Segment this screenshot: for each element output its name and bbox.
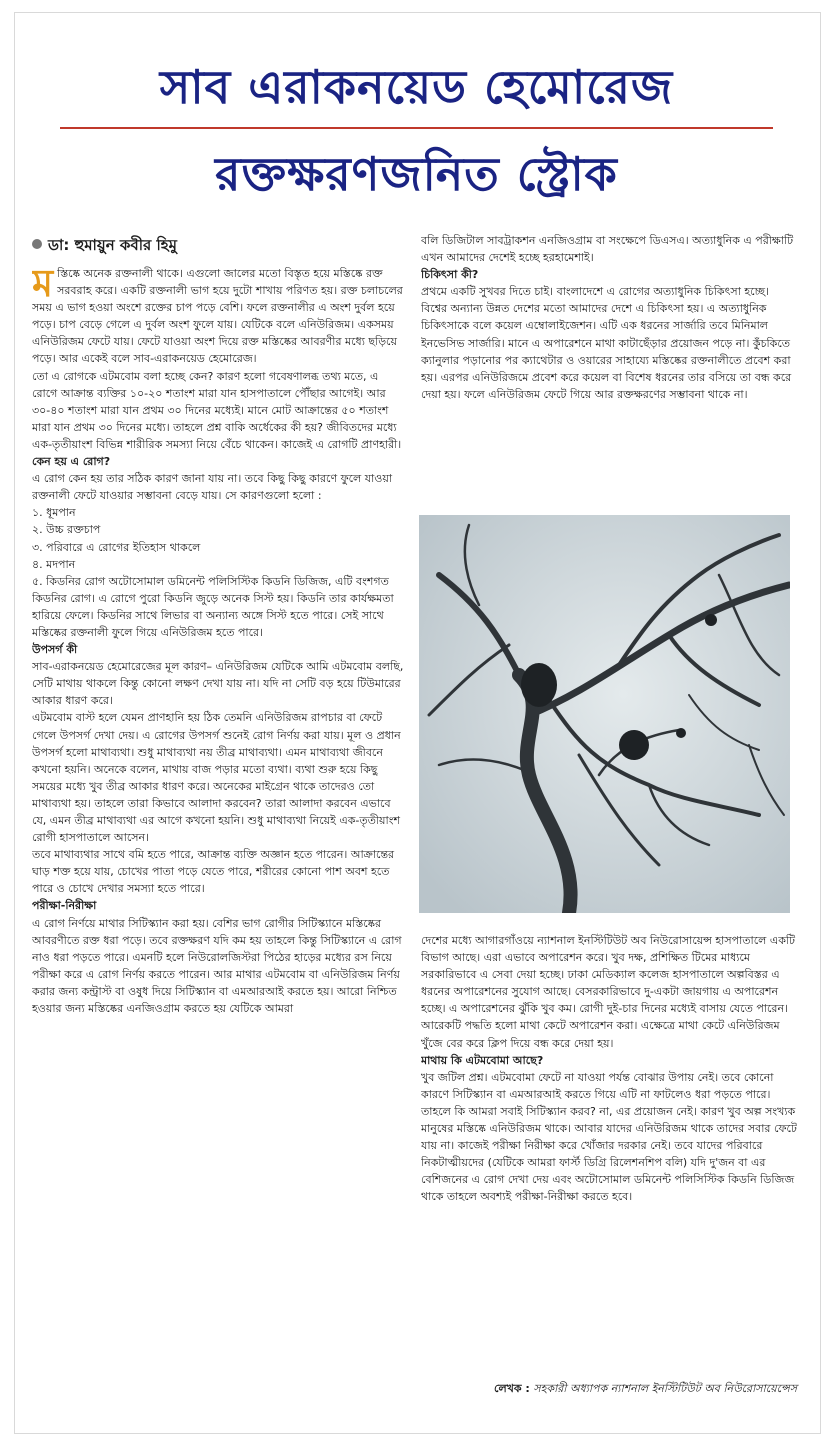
- treatment-continued-2: আরেকটি পদ্ধতি হলো মাথা কেটে অপারেশন করা। এক্ষেত্রে মাথা কেটে এনিউরিজম খুঁজে বের করে ক্লিপ দিয়ে বন্ধ করে দেয়া হয়।: [421, 1019, 780, 1050]
- headline-divider: [60, 127, 773, 129]
- paragraph-2: তো এ রোগকে এটমবোম বলা হচ্ছে কেন? কারণ হলো গবেষণালব্ধ তথ্য মতে, এ রোগে আক্রান্ত ব্যক্তির ১০-২০ শতাংশ মারা যান হাসপাতালে পৌঁছার আগেই। আর ৩০-৪০ শতাংশ মারা যান প্রথম ৩০ দিনের মধ্যেই। মানে মোট আক্রান্তের ৫০ শতাংশ মারা যান প্রথম ৩০ দিনের মধ্যে। তাহলে প্রশ্ন বাকি অর্ধেকের কী হয়? জীবিতদের মধ্যে এক-তৃতীয়াংশ বিভিন্ন শারীরিক সমস্যা নিয়ে বেঁচে থাকেন। কাজেই এ রোগটি প্রাণহারী।: [32, 369, 402, 451]
- credit-label: লেখক :: [494, 1382, 530, 1395]
- subheading-why: কেন হয় এ রোগ?: [32, 455, 111, 469]
- subheading-treatment: চিকিৎসা কী?: [421, 268, 479, 282]
- symptoms-paragraph-3: তবে মাথাব্যথার সাথে বমি হতে পারে, আক্রান্ত ব্যক্তি অজ্ঞান হতে পারেন। আক্রান্তের ঘাড় শক্ত হয়ে যায়, চোখের পাতা পড়ে যেতে পারে, শরীরের কোনো পাশ অবশ হতে পারে ও চোখে দেখার সমস্যা হতে পারে।: [32, 848, 395, 896]
- dropcap: ম: [32, 265, 54, 305]
- question-paragraph: খুব জটিল প্রশ্ন। এটমবোমা ফেটে না যাওয়া পর্যন্ত বোঝার উপায় নেই। তবে কোনো কারণে সিটিস্ক্যান বা এমআরআই করতে গিয়ে এটি না ফাটলেও ধরা পড়তে পারে। তাহলে কি আমরা সবাই সিটিস্ক্যান করব? না, এর প্রয়োজন নেই। কারণ খুব অল্প সংখ্যক মানুষের মস্তিষ্কে এনিউরিজম থাকে। আবার যাদের এনিউরিজম থাকে তাদের সবার ফেটে যায় না। কাজেই পরীক্ষা নিরীক্ষা করে খোঁজার দরকার নেই। তবে যাদের পরিবারে নিকটাত্মীয়দের (যেটিকে আমরা ফার্স্ট ডিগ্রি রিলেশনশিপ বলি) যদি দু'জন বা এর বেশিজনের এ রোগ দেখা দেয় এবং অটোসোমাল ডমিনেন্ট পলিসিস্টিক কিডনি ডিজিজ থাকে তাহলে অবশ্যই পরীক্ষা-নিরীক্ষা করতে হবে।: [421, 1070, 797, 1204]
- byline: [32, 234, 177, 259]
- subheading-question: মাথায় কি এটমবোমা আছে?: [421, 1053, 544, 1067]
- treatment-paragraph: প্রথমে একটি সুখবর দিতে চাই। বাংলাদেশে এ রোগের অত্যাধুনিক চিকিৎসা হচ্ছে। বিশ্বের অন্যান্য উন্নত দেশের মতো আমাদের দেশে এ চিকিৎসা হয়। এ অত্যাধুনিক চিকিৎসাকে বলে কয়েল এম্বোলাইজেশন। এটি এক ধরনের সার্জারি তবে মিনিমাল ইনভেসিভ সার্জারি। মানে এ অপারেশনে মাথা কাটাছেঁড়ার প্রয়োজন পড়ে না। কুঁচকিতে ক্যানুলার পড়ানোর পর ক্যাথেটার ও ওয়ারের সাহায্যে মস্তিষ্কের রক্তনালীতে প্রবেশ করা হয়। এরপর এনিউরিজমে প্রবেশ করে কয়েল বা বিশেষ ধরনের তার বসিয়ে তা বন্ধ করে দেয়া হয়। ফলে এনিউরিজম ফেটে গিয়ে আর রক্তক্ষরণের সম্ভাবনা থাকে না।: [421, 285, 792, 401]
- article-column-left: [32, 265, 404, 1405]
- tests-continued: বলি ডিজিটাল সাবট্রাকশন এনজিওগ্রাম বা সংক্ষেপে ডিএসএ। অত্যাধুনিক এ পরীক্ষাটি এখন আমাদের দেশেই হচ্ছে হরহামেশাই।: [421, 234, 794, 265]
- cause-item: ২. উচ্চ রক্তচাপ: [32, 523, 101, 537]
- subheading-symptoms: উপসর্গ কী: [32, 643, 78, 657]
- author-credit: [421, 1380, 797, 1397]
- symptoms-paragraph-2: এটমবোম বাস্ট হলে যেমন প্রাণহানি হয় ঠিক তেমনি এনিউরিজম রাপচার বা ফেটে গেলে উপসর্গ দেখা দেয়। এ রোগের উপসর্গ শুনেই রোগ নির্ণয় করা যায়। মূল ও প্রধান উপসর্গ হলো মাথাব্যথা। শুধু মাথাব্যথা নয় তীব্র মাথাব্যথা। এমন মাথাব্যথা জীবনে কখনো হয়নি। অনেকে বলেন, মাথায় বাজ পড়ার মতো ব্যথা। ব্যথা শুরু হয়ে কিছু সময়ের মধ্যে খুব তীব্র আকার ধারণ করে। অনেকের মাইগ্রেন থাকে তাদেরও তো মাথাব্যথা হয়। তাহলে তারা কিভাবে আলাদা করবেন? তারা আলাদা করবেন এভাবে যে, এমন তীব্র মাথাব্যথা এর আগে কখনো হয়নি। শুধু মাথাব্যথা নিয়েই এক-তৃতীয়াংশ রোগী হাসপাতালে আসেন।: [32, 711, 401, 845]
- subheading-tests: পরীক্ষা-নিরীক্ষা: [32, 899, 97, 913]
- bullet-icon: [32, 239, 42, 249]
- headline-line-2: রক্তক্ষরণজনিত স্ট্রোক: [215, 147, 618, 201]
- cause-item: ১. ধূমপান: [32, 506, 76, 520]
- tests-paragraph: এ রোগ নির্ণয়ে মাথার সিটিস্ক্যান করা হয়। বেশির ভাগ রোগীর সিটিস্ক্যানে মস্তিষ্কের আবরণীতে রক্ত ধরা পড়ে। তবে রক্তক্ষরণ যদি কম হয় তাহলে কিন্তু সিটিস্ক্যানে এ রোগ নাও ধরা পড়তে পারে। এমনটি হলে নিউরোলজিস্টরা পিঠের হাড়ের মধ্যের রস নিয়ে পরীক্ষা করে এ রোগ নির্ণয় করতে পারেন। আর মাথার এটমবোম বা এনিউরিজম নির্ণয় করার জন্য কন্ট্রাস্ট বা ওষুধ দিয়ে সিটিস্ক্যান বা এমআরআই করতে হয়। আরো নিশ্চিত হওয়ার জন্য মস্তিষ্কের এনজিওগ্রাম করতে হয় যেটিকে আমরা: [32, 916, 402, 1016]
- treatment-continued: দেশের মধ্যে আগারগাঁওয়ে ন্যাশনাল ইনস্টিটিউট অব নিউরোসায়েন্স হাসপাতালে একটি বিভাগ আছে। এরা এভাবে অপারেশন করে। খুব দক্ষ, প্রশিক্ষিত টিমের মাধ্যমে সরকারিভাবে এ সেবা দেয়া হচ্ছে। ঢাকা মেডিক্যাল কলেজ হাসপাতালে অল্পবিস্তর এ ধরনের অপারেশনের সুযোগ আছে। বেসরকারিভাবে দু-একটা জায়গায় এ অপারেশন হচ্ছে। এ অপারেশনের ঝুঁকি খুব কম। রোগী দুই-চার দিনের মধ্যেই বাসায় যেতে পারেন।: [421, 934, 796, 1016]
- credit-text: সহকারী অধ্যাপক ন্যাশনাল ইনস্টিটিউট অব নিউরোসায়েন্সেস: [533, 1382, 797, 1395]
- why-paragraph: এ রোগ কেন হয় তার সঠিক কারণ জানা যায় না। তবে কিছু কিছু কারণে ফুলে যাওয়া রক্তনালী ফেটে যাওয়ার সম্ভাবনা বেড়ে যায়। সে কারণগুলো হলো :: [32, 472, 393, 503]
- cause-item: ৪. মদপান: [32, 557, 76, 571]
- cause-item: ৫. কিডনির রোগ অটোসোমাল ডমিনেন্ট পলিসিস্টিক কিডনি ডিজিজ, এটি বংশগত কিডনির রোগ। এ রোগে পুরো কিডনি জুড়ে অনেক সিস্ট হয়। কিডনি তার কার্যক্ষমতা হারিয়ে ফেলে। কিডনির সাথে লিভার বা অন্যান্য অঙ্গে সিস্ট হতে পারে। সেই সাথে মস্তিষ্কের রক্তনালী ফুলে গিয়ে এনিউরিজম হতে পারে।: [32, 574, 394, 639]
- headline-line-1: সাব এরাকনয়েড হেমোরেজ: [159, 60, 674, 114]
- angiogram-photo: [419, 515, 790, 913]
- angiogram-image: [419, 515, 790, 913]
- author-name: ডা: হুমায়ুন কবীর হিমু: [48, 236, 177, 254]
- intro-text: স্তিষ্কে অনেক রক্তনালী থাকে। এগুলো জালের মতো বিস্তৃত হয়ে মস্তিষ্কে রক্ত সরবরাহ করে। একটি রক্তনালী ভাগ হয়ে দুটো শাখায় পরিণত হয়। রক্ত চলাচলের সময় এ ভাগ হওয়া অংশে রক্তের চাপ পড়ে বেশি। ফলে রক্তনালীর এ অংশ দুর্বল হয়ে পড়ে। চাপ বেড়ে গেলে এ দুর্বল অংশ ফুলে যায়। যেটিকে বলে এনিউরিজম। একসময় এনিউরিজম ফেটে যায়। ফেটে যাওয়া অংশ দিয়ে রক্ত মস্তিষ্কের আবরণীর মধ্যে ছড়িয়ে পড়ে। আর একেই বলে সাব-এরাকনয়েড হেমোরেজ।: [32, 267, 403, 366]
- cause-item: ৩. পরিবারে এ রোগের ইতিহাস থাকলে: [32, 540, 201, 554]
- symptoms-paragraph-1: সাব-এরাকনয়েড হেমোরেজের মূল কারণ– এনিউরিজম যেটিকে আমি এটমবোম বলছি, সেটি মাথায় থাকলে কিন্তু কোনো লক্ষণ দেখা যায় না। যদি না সেটি বড় হয়ে টিউমারের আকার ধারণ করে।: [32, 660, 404, 708]
- article-column-right-top: [421, 232, 797, 512]
- intro-paragraph: [32, 265, 404, 368]
- article-column-right-bottom: [421, 932, 797, 1402]
